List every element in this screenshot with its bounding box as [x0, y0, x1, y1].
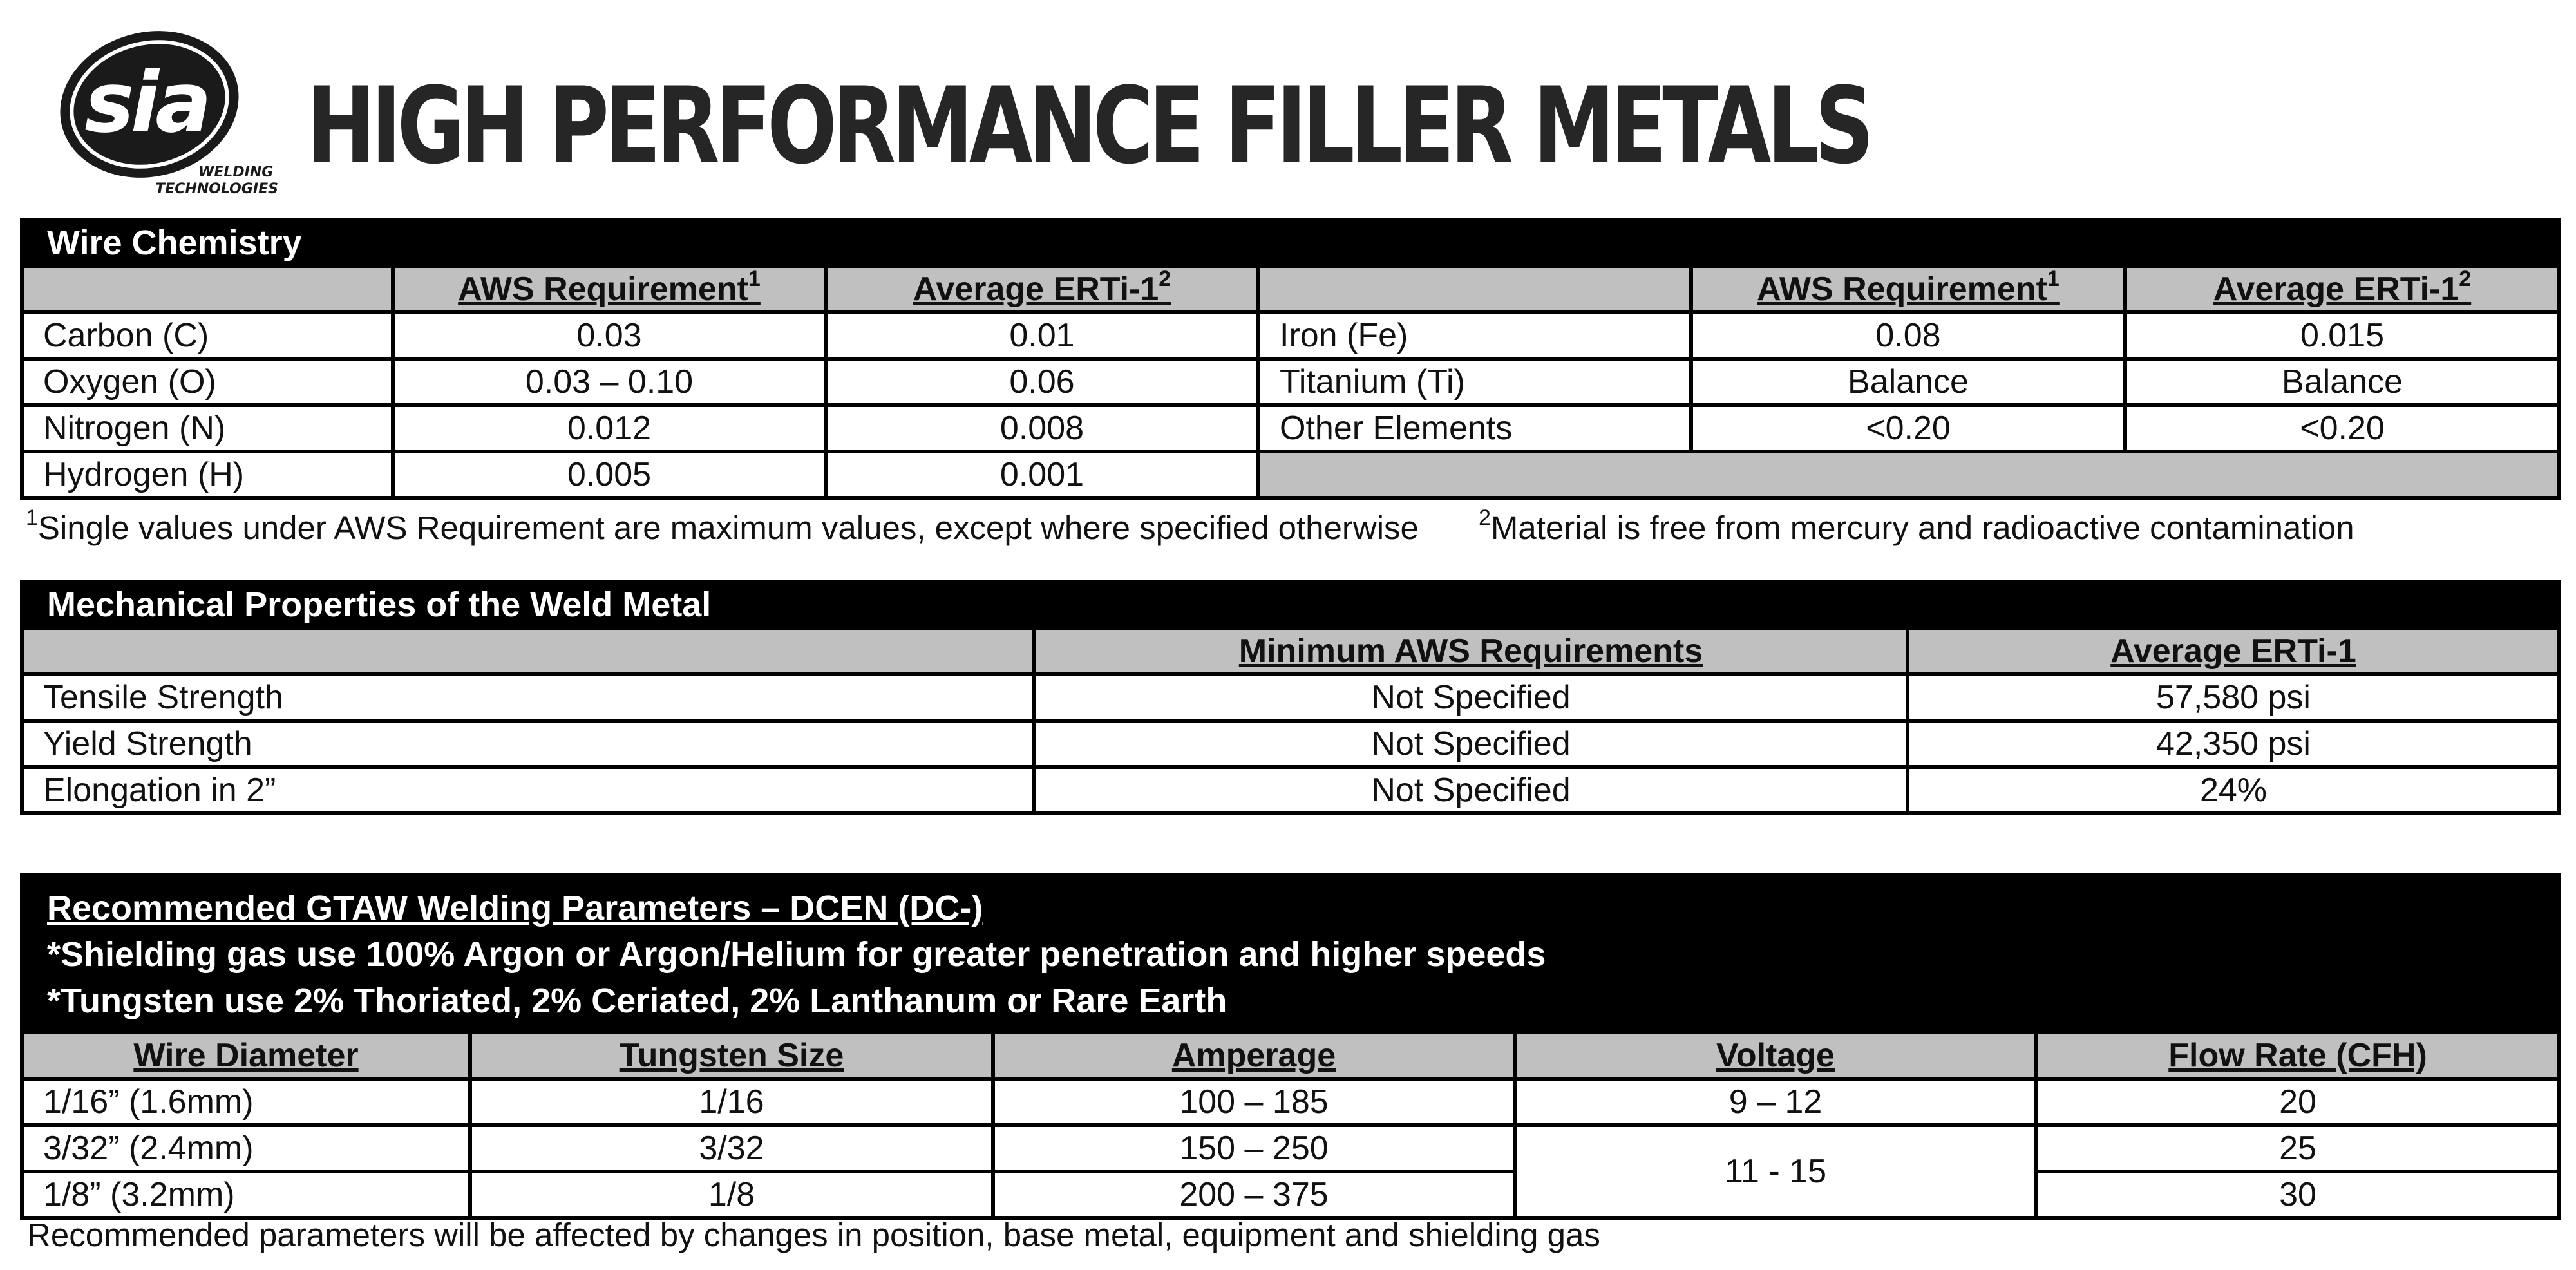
- col-amperage: Amperage: [993, 1032, 1515, 1079]
- table-row: [22, 405, 2559, 451]
- avg-value: 57,580 psi: [1908, 674, 2559, 721]
- col-wire-diameter: Wire Diameter: [22, 1032, 470, 1079]
- avg-value: 0.01: [826, 312, 1258, 359]
- avg-value: 24%: [1908, 767, 2559, 813]
- avg-value: Balance: [2125, 359, 2559, 405]
- col-tungsten-size: Tungsten Size: [470, 1032, 993, 1079]
- flow-rate: 25: [2036, 1125, 2559, 1171]
- header-blank: [1258, 266, 1691, 312]
- col-minimum-aws: Minimum AWS Requirements: [1034, 628, 1908, 674]
- avg-value: 0.015: [2125, 312, 2559, 359]
- wire-diameter: 1/8” (3.2mm): [22, 1171, 470, 1218]
- aws-value: <0.20: [1691, 405, 2125, 451]
- avg-value: 0.06: [826, 359, 1258, 405]
- element-name: Carbon (C): [22, 312, 393, 359]
- min-value: Not Specified: [1034, 674, 1908, 721]
- gtaw-footnote: Recommended parameters will be affected by changes in position, base metal, equipment and shielding gas: [27, 1217, 1600, 1253]
- min-value: Not Specified: [1034, 721, 1908, 767]
- header-blank: [22, 628, 1034, 674]
- wire-diameter: 3/32” (2.4mm): [22, 1125, 470, 1171]
- flow-rate: 30: [2036, 1171, 2559, 1218]
- gtaw-parameters-table: [20, 873, 2561, 1220]
- avg-value: 0.001: [826, 451, 1258, 498]
- footnote-2: $^2$Material is free from mercury and radioactive contamination: [1479, 506, 2354, 546]
- empty-gray-cell: [1258, 451, 2559, 498]
- tungsten-size: 1/8: [470, 1171, 993, 1218]
- table-row: [22, 359, 2559, 405]
- amperage: 100 – 185: [993, 1079, 1515, 1125]
- col-aws-requirement: AWS Requirement$^1$: [393, 266, 826, 312]
- gtaw-shielding-note: *Shielding gas use 100% Argon or Argon/Helium for greater penetration and higher speeds: [47, 935, 1546, 974]
- amperage: 150 – 250: [993, 1125, 1515, 1171]
- property-name: Elongation in 2”: [22, 767, 1034, 813]
- gtaw-title: Recommended GTAW Welding Parameters – DCEN (DC-): [47, 889, 983, 927]
- footnote-1: $^1$Single values under AWS Requirement are maximum values, except where specified otherwise: [26, 506, 1419, 546]
- header-blank: [22, 266, 393, 312]
- col-average-erti1: Average ERTi-$1^2$: [2125, 266, 2559, 312]
- element-name: Hydrogen (H): [22, 451, 393, 498]
- wire-diameter: 1/16” (1.6mm): [22, 1079, 470, 1125]
- aws-value: 0.012: [393, 405, 826, 451]
- avg-value: <0.20: [2125, 405, 2559, 451]
- amperage: 200 – 375: [993, 1171, 1515, 1218]
- col-average-erti1: Average ERTi-$1^2$: [826, 266, 1258, 312]
- logo-subtext: WELDING TECHNOLOGIES: [40, 27, 48, 28]
- table-row: [22, 674, 2559, 721]
- tungsten-size: 1/16: [470, 1079, 993, 1125]
- element-name: Other Elements: [1258, 405, 1691, 451]
- element-name: Nitrogen (N): [22, 405, 393, 451]
- voltage: 9 – 12: [1515, 1079, 2036, 1125]
- min-value: Not Specified: [1034, 767, 1908, 813]
- sia-logo: [40, 27, 285, 201]
- page-title: HIGH PERFORMANCE FILLER METALS: [307, 64, 1870, 187]
- tungsten-size: 3/32: [470, 1125, 993, 1171]
- aws-value: 0.03 – 0.10: [393, 359, 826, 405]
- property-name: Tensile Strength: [22, 674, 1034, 721]
- col-average-erti1: Average ERTi-1: [1908, 628, 2559, 674]
- aws-value: 0.005: [393, 451, 826, 498]
- wire-chemistry-title: Wire Chemistry: [22, 220, 2559, 266]
- mechanical-title: Mechanical Properties of the Weld Metal: [22, 582, 2559, 628]
- element-name: Titanium (Ti): [1258, 359, 1691, 405]
- aws-value: Balance: [1691, 359, 2125, 405]
- aws-value: 0.03: [393, 312, 826, 359]
- col-voltage: Voltage: [1515, 1032, 2036, 1079]
- gtaw-header: [22, 875, 2559, 1032]
- avg-value: 42,350 psi: [1908, 721, 2559, 767]
- col-flow-rate: Flow Rate (CFH): [2036, 1032, 2559, 1079]
- table-row: [22, 721, 2559, 767]
- element-name: Iron (Fe): [1258, 312, 1691, 359]
- svg-text:WELDING TECHNOLOGIES: WELDING TECHNOLOGIES: [155, 164, 278, 197]
- table-row: [22, 451, 2559, 498]
- table-row: [22, 1171, 2559, 1218]
- mechanical-properties-table: [20, 580, 2561, 815]
- table-row: [22, 767, 2559, 813]
- wire-chemistry-table: [20, 218, 2561, 500]
- flow-rate: 20: [2036, 1079, 2559, 1125]
- table-row: [22, 312, 2559, 359]
- avg-value: 0.008: [826, 405, 1258, 451]
- gtaw-tungsten-note: *Tungsten use 2% Thoriated, 2% Ceriated, 2% Lanthanum or Rare Earth: [47, 981, 1227, 1020]
- property-name: Yield Strength: [22, 721, 1034, 767]
- voltage: 11 - 15: [1515, 1125, 2036, 1218]
- aws-value: 0.08: [1691, 312, 2125, 359]
- table-row: [22, 1079, 2559, 1125]
- table-row: [22, 1125, 2559, 1171]
- logo-wordmark: sia: [84, 53, 208, 151]
- element-name: Oxygen (O): [22, 359, 393, 405]
- col-aws-requirement: AWS Requirement$^1$: [1691, 266, 2125, 312]
